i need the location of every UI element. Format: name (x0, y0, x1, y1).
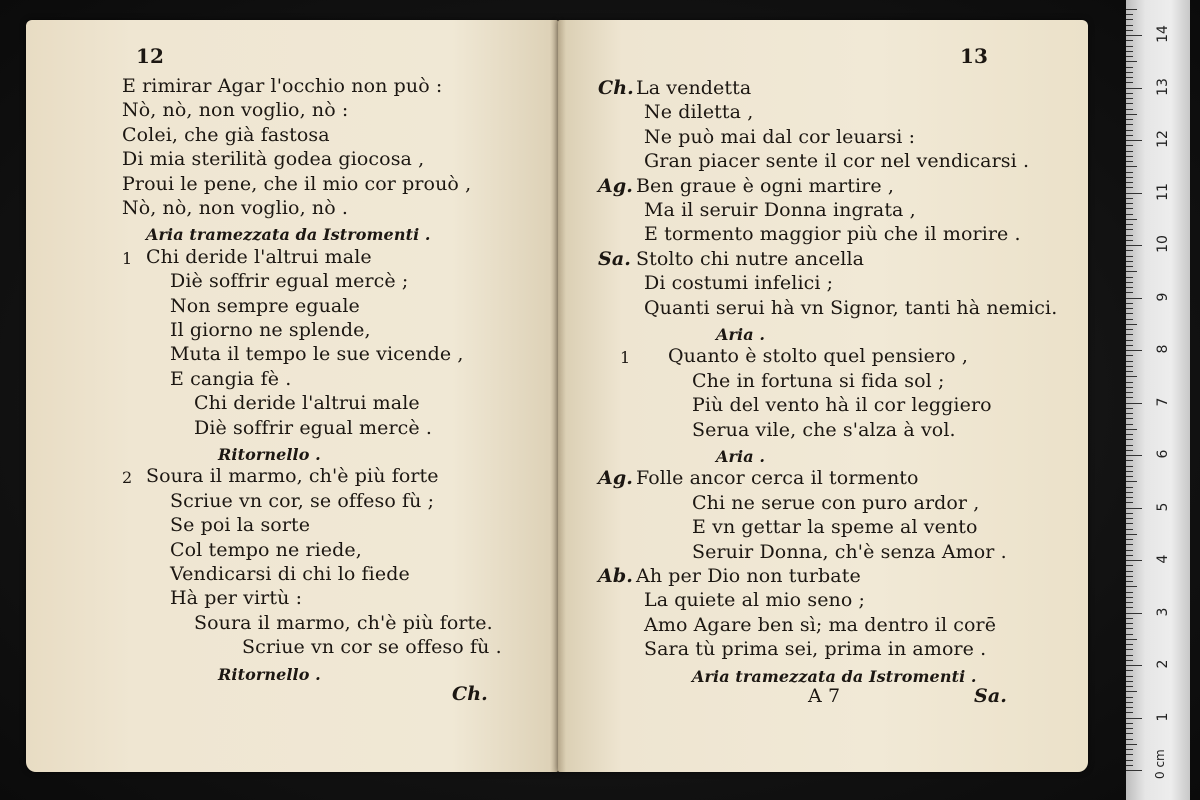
ruler-tick (1126, 397, 1133, 398)
speaker-label: Sa. (598, 247, 631, 270)
ruler-tick (1126, 366, 1133, 367)
ruler-tick (1126, 135, 1133, 136)
text-line: Seruir Donna, ch'è senza Amor . (692, 540, 1007, 563)
ruler-tick (1126, 529, 1133, 530)
ruler-tick (1126, 665, 1142, 666)
ruler-tick (1126, 623, 1133, 624)
ruler-tick (1126, 219, 1137, 220)
ruler-tick (1126, 392, 1133, 393)
ruler-tick (1126, 592, 1133, 593)
text-line: Nò, nò, non voglio, nò . (122, 197, 349, 219)
ruler-tick (1126, 355, 1133, 356)
ruler-tick (1126, 655, 1133, 656)
ruler-tick (1126, 371, 1133, 372)
ruler-tick (1126, 466, 1133, 467)
ruler-tick (1126, 534, 1137, 535)
text-line: Chi deride l'altrui male (146, 245, 372, 268)
ruler-tick (1126, 61, 1137, 62)
text-line: Chi deride l'altrui male (194, 392, 420, 415)
ruler-tick (1126, 513, 1133, 514)
text-line: Stolto chi nutre ancella (636, 247, 865, 270)
ruler-tick (1126, 754, 1133, 755)
ruler-tick (1126, 9, 1137, 10)
ruler-number: 5 (1155, 502, 1171, 511)
text-line: Quanto è stolto quel pensiero , (668, 345, 968, 368)
text-line: E cangia fè . (170, 367, 292, 390)
ruler-tick (1126, 718, 1142, 719)
ruler-tick (1126, 40, 1133, 41)
ruler-number: 14 (1155, 25, 1171, 43)
ruler-tick (1126, 670, 1133, 671)
text-line: Più del vento hà il cor leggiero (692, 394, 992, 417)
ruler-tick (1126, 523, 1133, 524)
ruler-number: 9 (1155, 292, 1171, 301)
ruler-number: 6 (1155, 449, 1171, 459)
left-page (26, 20, 558, 772)
text-line: Ne diletta , (644, 101, 754, 124)
verse-number: 1 (620, 348, 631, 368)
text-line: E tormento maggior più che il morire . (644, 223, 1021, 246)
ruler-tick (1126, 744, 1137, 745)
ruler-tick (1126, 450, 1133, 451)
ruler-tick (1126, 277, 1133, 278)
text-line: Chi ne serue con puro ardor , (692, 491, 980, 514)
ruler-tick (1126, 550, 1133, 551)
ruler-tick (1126, 182, 1133, 183)
ruler-tick (1126, 502, 1133, 503)
ruler-tick (1126, 660, 1133, 661)
ruler-tick (1126, 30, 1133, 31)
ruler-tick (1126, 403, 1142, 404)
ruler-tick (1126, 429, 1137, 430)
section-heading: Aria . (716, 447, 766, 466)
ruler-tick (1126, 765, 1133, 766)
ruler-tick (1126, 749, 1133, 750)
ruler-tick (1126, 770, 1142, 771)
ruler-tick (1126, 481, 1137, 482)
text-line: La quiete al mio seno ; (644, 589, 866, 612)
signature-mark: A 7 (808, 685, 841, 707)
ruler-number: 1 (1155, 712, 1171, 721)
ruler-tick (1126, 130, 1133, 131)
ruler-tick (1126, 581, 1133, 582)
text-line: E vn gettar la speme al vento (692, 516, 978, 539)
ruler-tick (1126, 229, 1133, 230)
ruler-tick (1126, 172, 1133, 173)
ruler-tick (1126, 77, 1133, 78)
ruler-tick (1126, 72, 1133, 73)
ruler-tick (1126, 313, 1133, 314)
text-line: E rimirar Agar l'occhio non può : (122, 75, 443, 97)
verse-number: 1 (122, 248, 133, 268)
text-line: Ben graue è ogni martire , (636, 174, 894, 197)
speaker-label: Ag. (598, 467, 633, 490)
speaker-label: Ab. (598, 565, 633, 587)
ruler-tick (1126, 119, 1133, 120)
ruler-tick (1126, 88, 1142, 89)
ruler-tick (1126, 151, 1133, 152)
ruler-tick (1126, 686, 1133, 687)
catchword: Sa. (974, 685, 1007, 707)
text-line: Col tempo ne riede, (170, 538, 362, 561)
ruler-tick (1126, 324, 1137, 325)
ruler-tick (1126, 266, 1133, 267)
ruler-tick (1126, 329, 1133, 330)
ruler-tick (1126, 565, 1133, 566)
ruler-tick (1126, 586, 1137, 587)
ruler-tick (1126, 93, 1133, 94)
text-line: Sara tù prima sei, prima in amore . (644, 638, 987, 661)
ruler-tick (1126, 203, 1133, 204)
text-line: Soura il marmo, ch'è più forte. (194, 611, 493, 634)
ruler-tick (1126, 613, 1142, 614)
ruler-tick (1126, 508, 1142, 509)
text-line: Gran piacer sente il cor nel vendicarsi . (644, 150, 1030, 173)
text-line: Ma il seruir Donna ingrata , (644, 199, 916, 221)
catchword: Ch. (452, 683, 488, 705)
text-line: Serua vile, che s'alza à vol. (692, 418, 956, 441)
ruler-tick (1126, 114, 1137, 115)
ruler-tick (1126, 198, 1133, 199)
ruler-tick (1126, 702, 1133, 703)
ruler-number: 8 (1155, 344, 1171, 354)
ruler-tick (1126, 728, 1133, 729)
ruler-tick (1126, 723, 1133, 724)
text-line: Diè soffrir egual mercè ; (170, 270, 409, 293)
ruler-tick (1126, 287, 1133, 288)
ruler-tick (1126, 124, 1133, 125)
ruler-tick (1126, 597, 1133, 598)
ruler-tick (1126, 109, 1133, 110)
ruler-tick (1126, 418, 1133, 419)
ruler-tick (1126, 707, 1133, 708)
ruler-number: 12 (1155, 130, 1171, 148)
ruler-number: 4 (1155, 554, 1171, 564)
page-number: 12 (136, 44, 165, 68)
ruler-tick (1126, 245, 1142, 246)
ruler-tick (1126, 361, 1133, 362)
ruler-tick (1126, 445, 1133, 446)
ruler-tick (1126, 408, 1133, 409)
ruler-tick (1126, 46, 1133, 47)
text-line: Proui le pene, che il mio cor prouò , (122, 172, 472, 195)
ruler-tick (1126, 166, 1137, 167)
text-line: Soura il marmo, ch'è più forte (146, 465, 439, 488)
ruler-tick (1126, 639, 1137, 640)
ruler-tick (1126, 298, 1142, 299)
ruler-tick (1126, 282, 1133, 283)
text-line: Di mia sterilità godea giocosa , (122, 148, 425, 171)
open-book (18, 20, 1098, 772)
ruler-tick (1126, 602, 1133, 603)
ruler-tick (1126, 618, 1133, 619)
ruler-tick (1126, 271, 1137, 272)
section-heading: Ritornello . (218, 664, 321, 684)
ruler-tick (1126, 350, 1142, 351)
ruler-number: 10 (1155, 235, 1171, 253)
ruler-tick (1126, 25, 1133, 26)
ruler-tick (1126, 214, 1133, 215)
right-page (558, 20, 1088, 772)
section-heading: Aria tramezzata da Istromenti . (692, 666, 977, 686)
ruler-tick (1126, 14, 1133, 15)
ruler-tick (1126, 518, 1133, 519)
text-line: Vendicarsi di chi lo fiede (170, 563, 410, 585)
ruler-number: 11 (1155, 182, 1171, 201)
text-line: Diè soffrir egual mercè . (194, 416, 433, 439)
section-heading: Aria tramezzata da Istromenti . (146, 225, 431, 245)
ruler-tick (1126, 691, 1137, 692)
ruler-tick (1126, 308, 1133, 309)
ruler-tick (1126, 177, 1133, 178)
text-line: Ne può mai dal cor leuarsi : (644, 125, 916, 148)
ruler-tick (1126, 51, 1133, 52)
text-line: Colei, che già fastosa (122, 123, 330, 146)
ruler-tick (1126, 340, 1133, 341)
ruler-tick (1126, 56, 1133, 57)
ruler-tick (1126, 67, 1133, 68)
ruler-tick (1126, 571, 1133, 572)
ruler-tick (1126, 413, 1133, 414)
text-line: Il giorno ne splende, (170, 319, 371, 341)
ruler-tick (1126, 555, 1133, 556)
ruler-tick (1126, 607, 1133, 608)
text-line: Folle ancor cerca il tormento (636, 467, 919, 490)
ruler-tick (1126, 544, 1133, 545)
ruler-tick (1126, 334, 1133, 335)
ruler-tick (1126, 98, 1133, 99)
ruler-tick (1126, 82, 1133, 83)
section-heading: Ritornello . (218, 445, 321, 464)
ruler-tick (1126, 434, 1133, 435)
text-line: Nò, nò, non voglio, nò : (122, 99, 349, 122)
ruler-tick (1126, 235, 1133, 236)
ruler-tick (1126, 19, 1133, 20)
ruler-tick (1126, 476, 1133, 477)
measuring-ruler (1126, 0, 1190, 800)
text-line: Scriue vn cor se offeso fù . (242, 636, 502, 659)
ruler-tick (1126, 319, 1133, 320)
ruler-number: 7 (1155, 397, 1171, 406)
text-line: Scriue vn cor, se offeso fù ; (170, 489, 435, 512)
ruler-tick (1126, 208, 1133, 209)
page-number: 13 (960, 44, 989, 68)
ruler-number: 3 (1155, 607, 1171, 616)
speaker-label: Ag. (598, 174, 633, 197)
ruler-tick (1126, 387, 1133, 388)
text-line: La vendetta (636, 77, 752, 99)
ruler-tick (1126, 161, 1133, 162)
ruler-tick (1126, 760, 1133, 761)
ruler-tick (1126, 345, 1133, 346)
ruler-tick (1126, 35, 1142, 36)
text-line: Che in fortuna si fida sol ; (692, 369, 945, 392)
ruler-tick (1126, 644, 1133, 645)
ruler-tick (1126, 576, 1133, 577)
ruler-tick (1126, 145, 1133, 146)
ruler-tick (1126, 471, 1133, 472)
ruler-tick (1126, 739, 1133, 740)
section-heading: Aria . (716, 325, 766, 344)
ruler-tick (1126, 634, 1133, 635)
book-gutter (550, 20, 566, 772)
text-line: Se poi la sorte (170, 514, 311, 537)
ruler-tick (1126, 424, 1133, 425)
verse-number: 2 (122, 468, 133, 488)
ruler-tick (1126, 240, 1133, 241)
ruler-tick (1126, 649, 1133, 650)
ruler-tick (1126, 460, 1133, 461)
ruler-tick (1126, 303, 1133, 304)
ruler-tick (1126, 497, 1133, 498)
ruler-tick (1126, 733, 1133, 734)
ruler-tick (1126, 628, 1133, 629)
ruler-tick (1126, 103, 1133, 104)
text-line: Non sempre eguale (170, 294, 360, 317)
ruler-tick (1126, 439, 1133, 440)
speaker-label: Ch. (598, 77, 634, 99)
ruler-tick (1126, 292, 1133, 293)
ruler-tick (1126, 187, 1133, 188)
ruler-tick (1126, 676, 1133, 677)
ruler-tick (1126, 539, 1133, 540)
ruler-tick (1126, 376, 1137, 377)
text-line: Hà per virtù : (170, 587, 303, 610)
ruler-tick (1126, 455, 1142, 456)
ruler-unit-label: 0 cm (1153, 749, 1167, 779)
ruler-tick (1126, 712, 1133, 713)
text-line: Di costumi infelici ; (644, 272, 834, 295)
ruler-number: 2 (1155, 659, 1171, 669)
ruler-tick (1126, 697, 1133, 698)
ruler-tick (1126, 193, 1142, 194)
ruler-tick (1126, 156, 1133, 157)
ruler-tick (1126, 487, 1133, 488)
text-line: Ah per Dio non turbate (636, 565, 861, 587)
ruler-tick (1126, 261, 1133, 262)
ruler-tick (1126, 224, 1133, 225)
ruler-tick (1126, 382, 1133, 383)
text-line: Muta il tempo le sue vicende , (170, 343, 464, 366)
ruler-tick (1126, 250, 1133, 251)
ruler-tick (1126, 681, 1133, 682)
text-line: Amo Agare ben sì; ma dentro il corē (644, 613, 997, 636)
ruler-tick (1126, 140, 1142, 141)
ruler-number: 13 (1155, 77, 1171, 96)
ruler-tick (1126, 256, 1133, 257)
ruler-tick (1126, 560, 1142, 561)
text-line: Quanti serui hà vn Signor, tanti hà nemici. (644, 296, 1058, 319)
ruler-tick (1126, 492, 1133, 493)
